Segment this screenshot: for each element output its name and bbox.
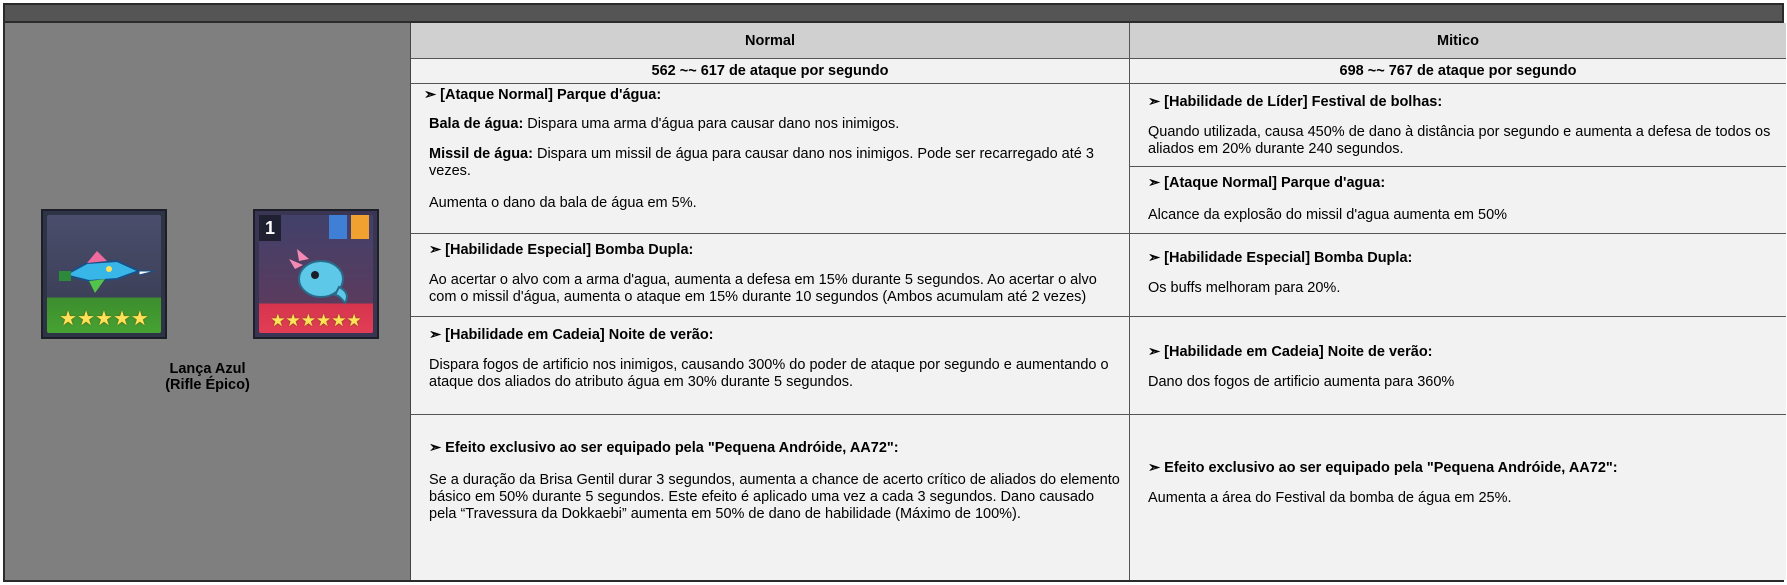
- missil-desc: Dispara um missil de água para causar dano nos inimigos. Pode ser recarregado até 3 vezes.: [429, 146, 1094, 179]
- weapon-info-table: [3, 3, 1784, 582]
- normal-chain-text: Dispara fogos de artificio nos inimigos, causando 300% do poder de ataque por segundo e aumentando o ataque dos aliados do atributo água em 30% durante 5 segundos.: [429, 357, 1109, 390]
- missil-de-agua-text: [429, 146, 1125, 180]
- attack-row: [411, 59, 1786, 84]
- normal-chain-cell: [411, 317, 1130, 414]
- orange-bookmark-icon: [351, 215, 369, 239]
- pet-stars: ★★★★★★: [270, 311, 362, 330]
- mitico-chain-text: Dano dos fogos de artificio aumenta para 360%: [1148, 374, 1455, 390]
- leader-title: ➣ [Habilidade de Líder] Festival de bolhas:: [1148, 94, 1443, 110]
- bala-de-agua-text: [429, 116, 1125, 133]
- header-normal: Normal: [411, 23, 1130, 58]
- mitico-exclusive-cell: [1130, 415, 1786, 580]
- leader-text: Quando utilizada, causa 450% de dano à distância por segundo e aumenta a defesa de todos os aliados em 20% durante 240 segundos.: [1148, 124, 1771, 157]
- skills-table: [411, 23, 1786, 580]
- mitico-exclusive-title: ➣ Efeito exclusivo ao ser equipado pela "Pequena Andróide, AA72":: [1148, 460, 1618, 476]
- normal-attack-title: ➣ [Ataque Normal] Parque d'água:: [424, 87, 662, 103]
- normal-attack-note: Aumenta o dano da bala de água em 5%.: [429, 195, 697, 211]
- normal-attack-row: [411, 84, 1786, 234]
- mitico-leader-attack-cell: [1130, 84, 1786, 233]
- weapon-panel: [5, 23, 411, 580]
- normal-special-title: ➣ [Habilidade Especial] Bomba Dupla:: [429, 242, 694, 258]
- mitico-special-cell: [1130, 234, 1786, 316]
- header-mitico: Mitico: [1130, 23, 1786, 58]
- mitico-exclusive-text: Aumenta a área do Festival da bomba de água em 25%.: [1148, 490, 1512, 506]
- bala-desc: Dispara uma arma d'água para causar dano nos inimigos.: [523, 116, 900, 132]
- normal-exclusive-cell: [411, 415, 1130, 580]
- mitico-special-text: Os buffs melhoram para 20%.: [1148, 280, 1341, 296]
- blue-bookmark-icon: [329, 215, 347, 239]
- bala-label: Bala de água:: [429, 116, 524, 132]
- weapon-icon: [41, 209, 167, 339]
- normal-exclusive-title: ➣ Efeito exclusivo ao ser equipado pela "Pequena Andróide, AA72":: [429, 440, 899, 456]
- pet-level-badge: 1: [259, 215, 281, 241]
- normal-special-cell: [411, 234, 1130, 316]
- pet-icon: [253, 209, 379, 339]
- normal-exclusive-text: Se a duração da Brisa Gentil durar 3 segundos, aumenta a chance de acerto crítico de aliados do elemento básico em 50% durante 5 segundos. Este efeito é aplicado uma vez a cada 3 segundos. Dano causado pela “Travessura da Dokkaebi” aumenta em 50% de dano de habilidade (Máximo de 100%).: [429, 472, 1120, 522]
- exclusive-row: [411, 415, 1786, 580]
- normal-attack-cell: [411, 84, 1130, 233]
- weapon-name: [5, 361, 410, 393]
- header-row: [411, 23, 1786, 59]
- normal-chain-title: ➣ [Habilidade em Cadeia] Noite de verão:: [429, 327, 714, 343]
- mitico-chain-title: ➣ [Habilidade em Cadeia] Noite de verão:: [1148, 344, 1433, 360]
- attack-mitico: 698 ~~ 767 de ataque por segundo: [1130, 59, 1786, 83]
- chain-row: [411, 317, 1786, 415]
- mitico-attack-text: Alcance da explosão do missil d'agua aumenta em 50%: [1148, 207, 1508, 223]
- weapon-type-label: (Rifle Épico): [165, 377, 250, 393]
- mitico-chain-cell: [1130, 317, 1786, 414]
- weapon-stars: ★★★★★: [59, 308, 149, 330]
- missil-label: Missil de água:: [429, 146, 533, 162]
- weapon-name-label: Lança Azul: [169, 361, 246, 377]
- special-row: [411, 234, 1786, 317]
- normal-special-text: Ao acertar o alvo com a arma d'agua, aumenta a defesa em 15% durante 5 segundos. Ao acertar o alvo com o missil d'água, aumenta o ataque em 15% durante 10 segundos (Ambos acumulam até 2 vezes): [429, 272, 1097, 305]
- mitico-special-title: ➣ [Habilidade Especial] Bomba Dupla:: [1148, 250, 1413, 266]
- mitico-attack-title: ➣ [Ataque Normal] Parque d'agua:: [1148, 175, 1386, 191]
- divider: [1130, 166, 1786, 167]
- attack-normal: 562 ~~ 617 de ataque por segundo: [411, 59, 1130, 83]
- title-bar: [5, 5, 1782, 23]
